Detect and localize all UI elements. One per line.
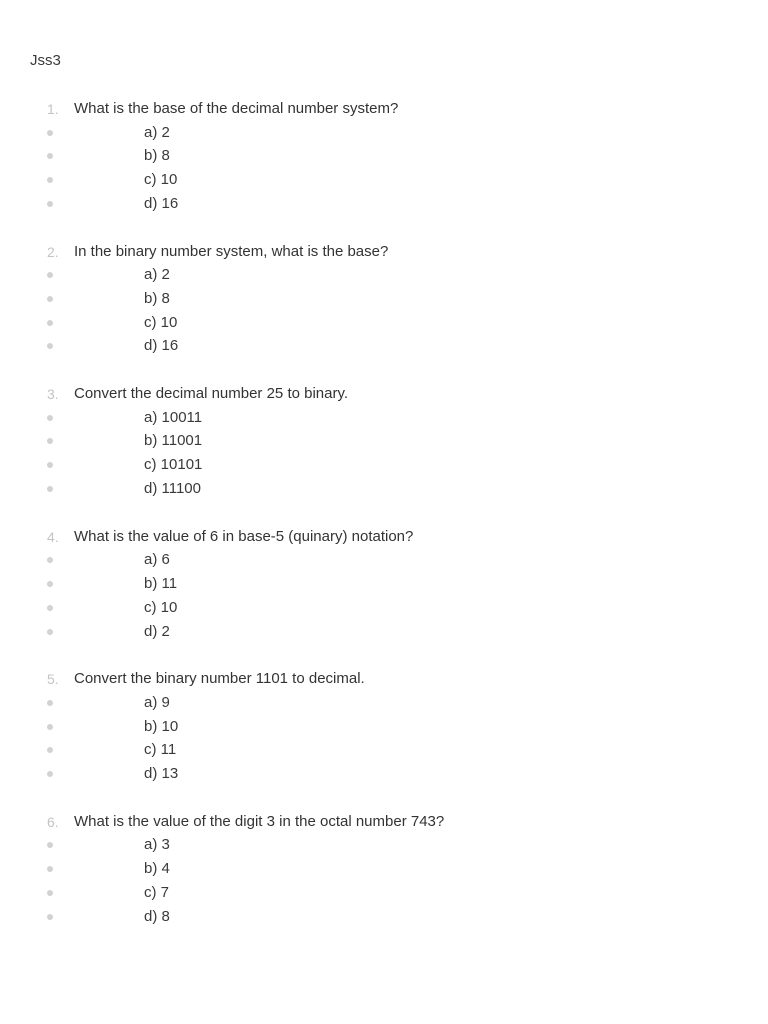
- answer-option: [0, 693, 740, 717]
- answer-option: [0, 455, 740, 479]
- option-text: b) 8: [144, 289, 170, 307]
- answer-option: [0, 194, 740, 218]
- bullet-icon: [47, 771, 53, 777]
- answer-option: [0, 717, 740, 741]
- option-text: c) 11: [144, 741, 177, 759]
- bullet-icon: [47, 343, 53, 349]
- answer-option: [0, 574, 740, 598]
- answer-option: [0, 336, 740, 360]
- question-line: [0, 99, 740, 119]
- answer-option: [0, 907, 740, 931]
- answer-options: [0, 265, 740, 360]
- bullet-icon: [47, 438, 53, 444]
- question-item: [0, 812, 768, 955]
- option-text: d) 13: [144, 765, 179, 783]
- question-text: Convert the binary number 1101 to decimal.: [74, 670, 365, 688]
- question-text: Convert the decimal number 25 to binary.: [74, 385, 349, 403]
- question-number: 2.: [47, 243, 59, 260]
- option-text: d) 8: [144, 907, 170, 925]
- answer-option: [0, 408, 740, 432]
- bullet-icon: [47, 890, 53, 896]
- answer-options: [0, 123, 740, 218]
- bullet-icon: [47, 462, 53, 468]
- question-number: 3.: [47, 386, 59, 403]
- question-text: What is the value of the digit 3 in the octal number 743?: [74, 812, 445, 830]
- question-item: [0, 242, 768, 385]
- question-number: 4.: [47, 528, 59, 545]
- option-text: a) 3: [144, 836, 170, 854]
- option-text: b) 11: [144, 575, 178, 593]
- bullet-icon: [47, 866, 53, 872]
- option-text: d) 2: [144, 622, 170, 640]
- bullet-icon: [47, 557, 53, 563]
- answer-option: [0, 550, 740, 574]
- question-list: [0, 99, 768, 955]
- answer-option: [0, 170, 740, 194]
- question-number: 6.: [47, 813, 59, 830]
- answer-option: [0, 859, 740, 883]
- bullet-icon: [47, 581, 53, 587]
- option-text: b) 10: [144, 717, 179, 735]
- bullet-icon: [47, 272, 53, 278]
- bullet-icon: [47, 700, 53, 706]
- option-text: c) 10: [144, 313, 178, 331]
- bullet-icon: [47, 153, 53, 159]
- option-text: a) 2: [144, 266, 170, 284]
- answer-option: [0, 431, 740, 455]
- answer-options: [0, 835, 740, 930]
- answer-option: [0, 289, 740, 313]
- answer-option: [0, 479, 740, 503]
- question-text: What is the value of 6 in base-5 (quinary) notation?: [74, 527, 414, 545]
- question-line: [0, 384, 740, 404]
- option-text: c) 7: [144, 884, 170, 902]
- option-text: a) 2: [144, 123, 170, 141]
- option-text: a) 10011: [144, 408, 203, 426]
- bullet-icon: [47, 747, 53, 753]
- answer-option: [0, 123, 740, 147]
- answer-options: [0, 550, 740, 645]
- option-text: c) 10: [144, 598, 178, 616]
- question-item: [0, 99, 768, 242]
- answer-option: [0, 265, 740, 289]
- bullet-icon: [47, 201, 53, 207]
- answer-option: [0, 622, 740, 646]
- option-text: c) 10101: [144, 456, 203, 474]
- question-item: [0, 669, 768, 812]
- question-line: [0, 527, 740, 547]
- answer-options: [0, 693, 740, 788]
- question-line: [0, 242, 740, 262]
- answer-option: [0, 740, 740, 764]
- bullet-icon: [47, 914, 53, 920]
- bullet-icon: [47, 605, 53, 611]
- bullet-icon: [47, 842, 53, 848]
- question-line: [0, 812, 740, 832]
- bullet-icon: [47, 296, 53, 302]
- answer-option: [0, 883, 740, 907]
- bullet-icon: [47, 415, 53, 421]
- document-title: Jss3: [30, 52, 61, 69]
- answer-option: [0, 598, 740, 622]
- option-text: b) 11001: [144, 432, 203, 450]
- question-number: 5.: [47, 671, 59, 688]
- question-item: [0, 527, 768, 670]
- answer-option: [0, 835, 740, 859]
- bullet-icon: [47, 629, 53, 635]
- question-text: In the binary number system, what is the base?: [74, 242, 389, 260]
- question-text: What is the base of the decimal number system?: [74, 100, 399, 117]
- option-text: b) 8: [144, 147, 170, 165]
- option-text: b) 4: [144, 860, 170, 878]
- question-number: 1.: [47, 101, 59, 117]
- question-item: [0, 384, 768, 527]
- bullet-icon: [47, 486, 53, 492]
- answer-option: [0, 313, 740, 337]
- question-line: [0, 669, 740, 689]
- option-text: c) 10: [144, 171, 178, 189]
- answer-option: [0, 764, 740, 788]
- answer-options: [0, 408, 740, 503]
- bullet-icon: [47, 320, 53, 326]
- option-text: d) 16: [144, 194, 179, 212]
- option-text: a) 6: [144, 551, 170, 569]
- bullet-icon: [47, 724, 53, 730]
- option-text: d) 11100: [144, 480, 201, 498]
- option-text: d) 16: [144, 337, 179, 355]
- option-text: a) 9: [144, 693, 170, 711]
- bullet-icon: [47, 130, 53, 136]
- answer-option: [0, 146, 740, 170]
- bullet-icon: [47, 177, 53, 183]
